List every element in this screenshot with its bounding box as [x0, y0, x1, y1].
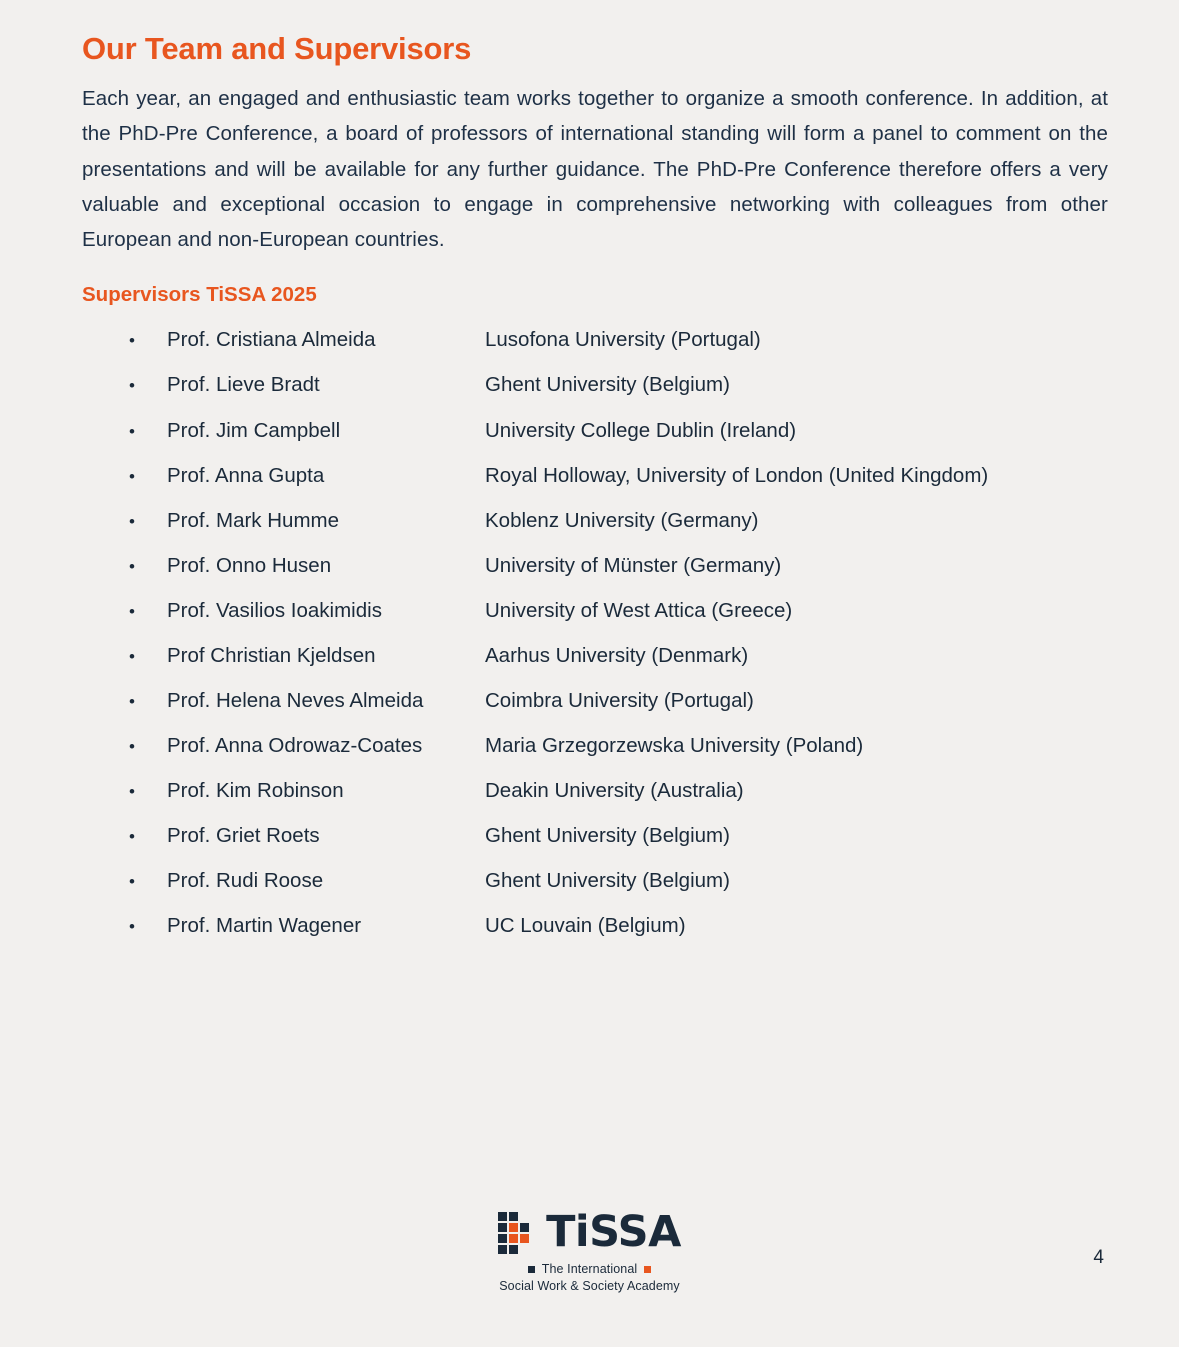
supervisor-affiliation: Aarhus University (Denmark): [485, 643, 749, 667]
logo-sub-square-dark: [528, 1266, 535, 1273]
list-item: [127, 555, 1108, 578]
supervisor-name: Prof. Anna Odrowaz-Coates: [167, 733, 423, 757]
supervisor-affiliation: Koblenz University (Germany): [485, 508, 759, 532]
list-item: [127, 645, 1108, 668]
bullet-icon: •: [129, 826, 135, 846]
page-number: 4: [1093, 1247, 1104, 1268]
supervisor-affiliation: Deakin University (Australia): [485, 778, 744, 802]
supervisor-affiliation: UC Louvain (Belgium): [485, 914, 686, 938]
list-item: [127, 510, 1108, 533]
list-item: [127, 690, 1108, 713]
supervisor-affiliation: Lusofona University (Portugal): [485, 328, 761, 352]
supervisor-affiliation: Maria Grzegorzewska University (Poland): [485, 733, 864, 757]
list-item: [127, 915, 1108, 938]
supervisor-affiliation: Ghent University (Belgium): [485, 373, 730, 397]
supervisor-name: Prof. Rudi Roose: [167, 869, 324, 892]
list-item: [127, 825, 1108, 848]
logo-squares-icon: [498, 1212, 540, 1254]
supervisor-affiliation: University of Münster (Germany): [485, 553, 782, 577]
page-content: [82, 30, 1108, 960]
supervisor-affiliation: Coimbra University (Portugal): [485, 688, 754, 712]
page-footer: [0, 1207, 1179, 1321]
bullet-icon: •: [129, 511, 135, 531]
bullet-icon: •: [129, 331, 135, 351]
bullet-icon: •: [129, 872, 135, 891]
supervisor-affiliation: Ghent University (Belgium): [485, 869, 730, 892]
supervisor-affiliation: Ghent University (Belgium): [485, 823, 730, 847]
bullet-icon: •: [129, 646, 135, 666]
logo-subtitle: [460, 1261, 720, 1295]
logo-subtitle-line1: The International: [541, 1262, 638, 1276]
tissa-logo: [460, 1207, 720, 1295]
section-title-supervisors: Supervisors TiSSA 2025: [82, 283, 317, 307]
supervisors-list: [82, 329, 1108, 937]
list-item: [127, 374, 1108, 397]
supervisor-name: Prof. Griet Roets: [167, 823, 320, 847]
list-item: [127, 465, 1108, 488]
logo-mark: [460, 1207, 720, 1257]
supervisor-name: Prof. Mark Humme: [167, 508, 339, 532]
bullet-icon: •: [129, 917, 135, 937]
list-item: [127, 780, 1108, 803]
supervisor-name: Prof. Helena Neves Almeida: [167, 688, 424, 712]
bullet-icon: •: [129, 781, 135, 801]
list-item: [127, 870, 1108, 893]
list-item: [127, 420, 1108, 443]
page-title: Our Team and Supervisors: [82, 31, 472, 66]
logo-wordmark: TiSSA: [546, 1207, 681, 1257]
logo-subtitle-line2: Social Work & Society Academy: [499, 1278, 680, 1293]
bullet-icon: •: [129, 601, 135, 621]
supervisor-name: Prof Christian Kjeldsen: [167, 643, 376, 667]
supervisor-name: Prof. Jim Campbell: [167, 418, 341, 442]
supervisor-affiliation: Royal Holloway, University of London (United Kingdom): [485, 463, 989, 487]
bullet-icon: •: [129, 736, 135, 756]
bullet-icon: •: [129, 691, 135, 711]
bullet-icon: •: [129, 556, 135, 576]
supervisor-affiliation: University College Dublin (Ireland): [485, 418, 797, 442]
supervisor-name: Prof. Anna Gupta: [167, 463, 325, 487]
supervisor-name: Prof. Onno Husen: [167, 553, 332, 577]
list-item: [127, 600, 1108, 623]
intro-paragraph: Each year, an engaged and enthusiastic team works together to organize a smooth conference. In addition, at the PhD-Pre Conference, a board of professors of international standing will form a panel to comment on the presentations and will be available for any further guidance. The PhD-Pre Conference therefore offers a very valuable and exceptional occasion to engage in comprehensive networking with colleagues from other European and non-European countries.: [82, 87, 1108, 252]
supervisor-name: Prof. Kim Robinson: [167, 778, 344, 802]
supervisor-affiliation: University of West Attica (Greece): [485, 598, 793, 622]
bullet-icon: •: [129, 376, 135, 396]
bullet-icon: •: [129, 421, 135, 441]
list-item: [127, 329, 1108, 352]
list-item: [127, 735, 1108, 758]
bullet-icon: •: [129, 466, 135, 486]
supervisor-name: Prof. Martin Wagener: [167, 914, 362, 938]
supervisor-name: Prof. Vasilios Ioakimidis: [167, 598, 382, 622]
logo-sub-square-orange: [644, 1266, 651, 1273]
supervisor-name: Prof. Lieve Bradt: [167, 373, 320, 397]
supervisor-name: Prof. Cristiana Almeida: [167, 328, 376, 352]
